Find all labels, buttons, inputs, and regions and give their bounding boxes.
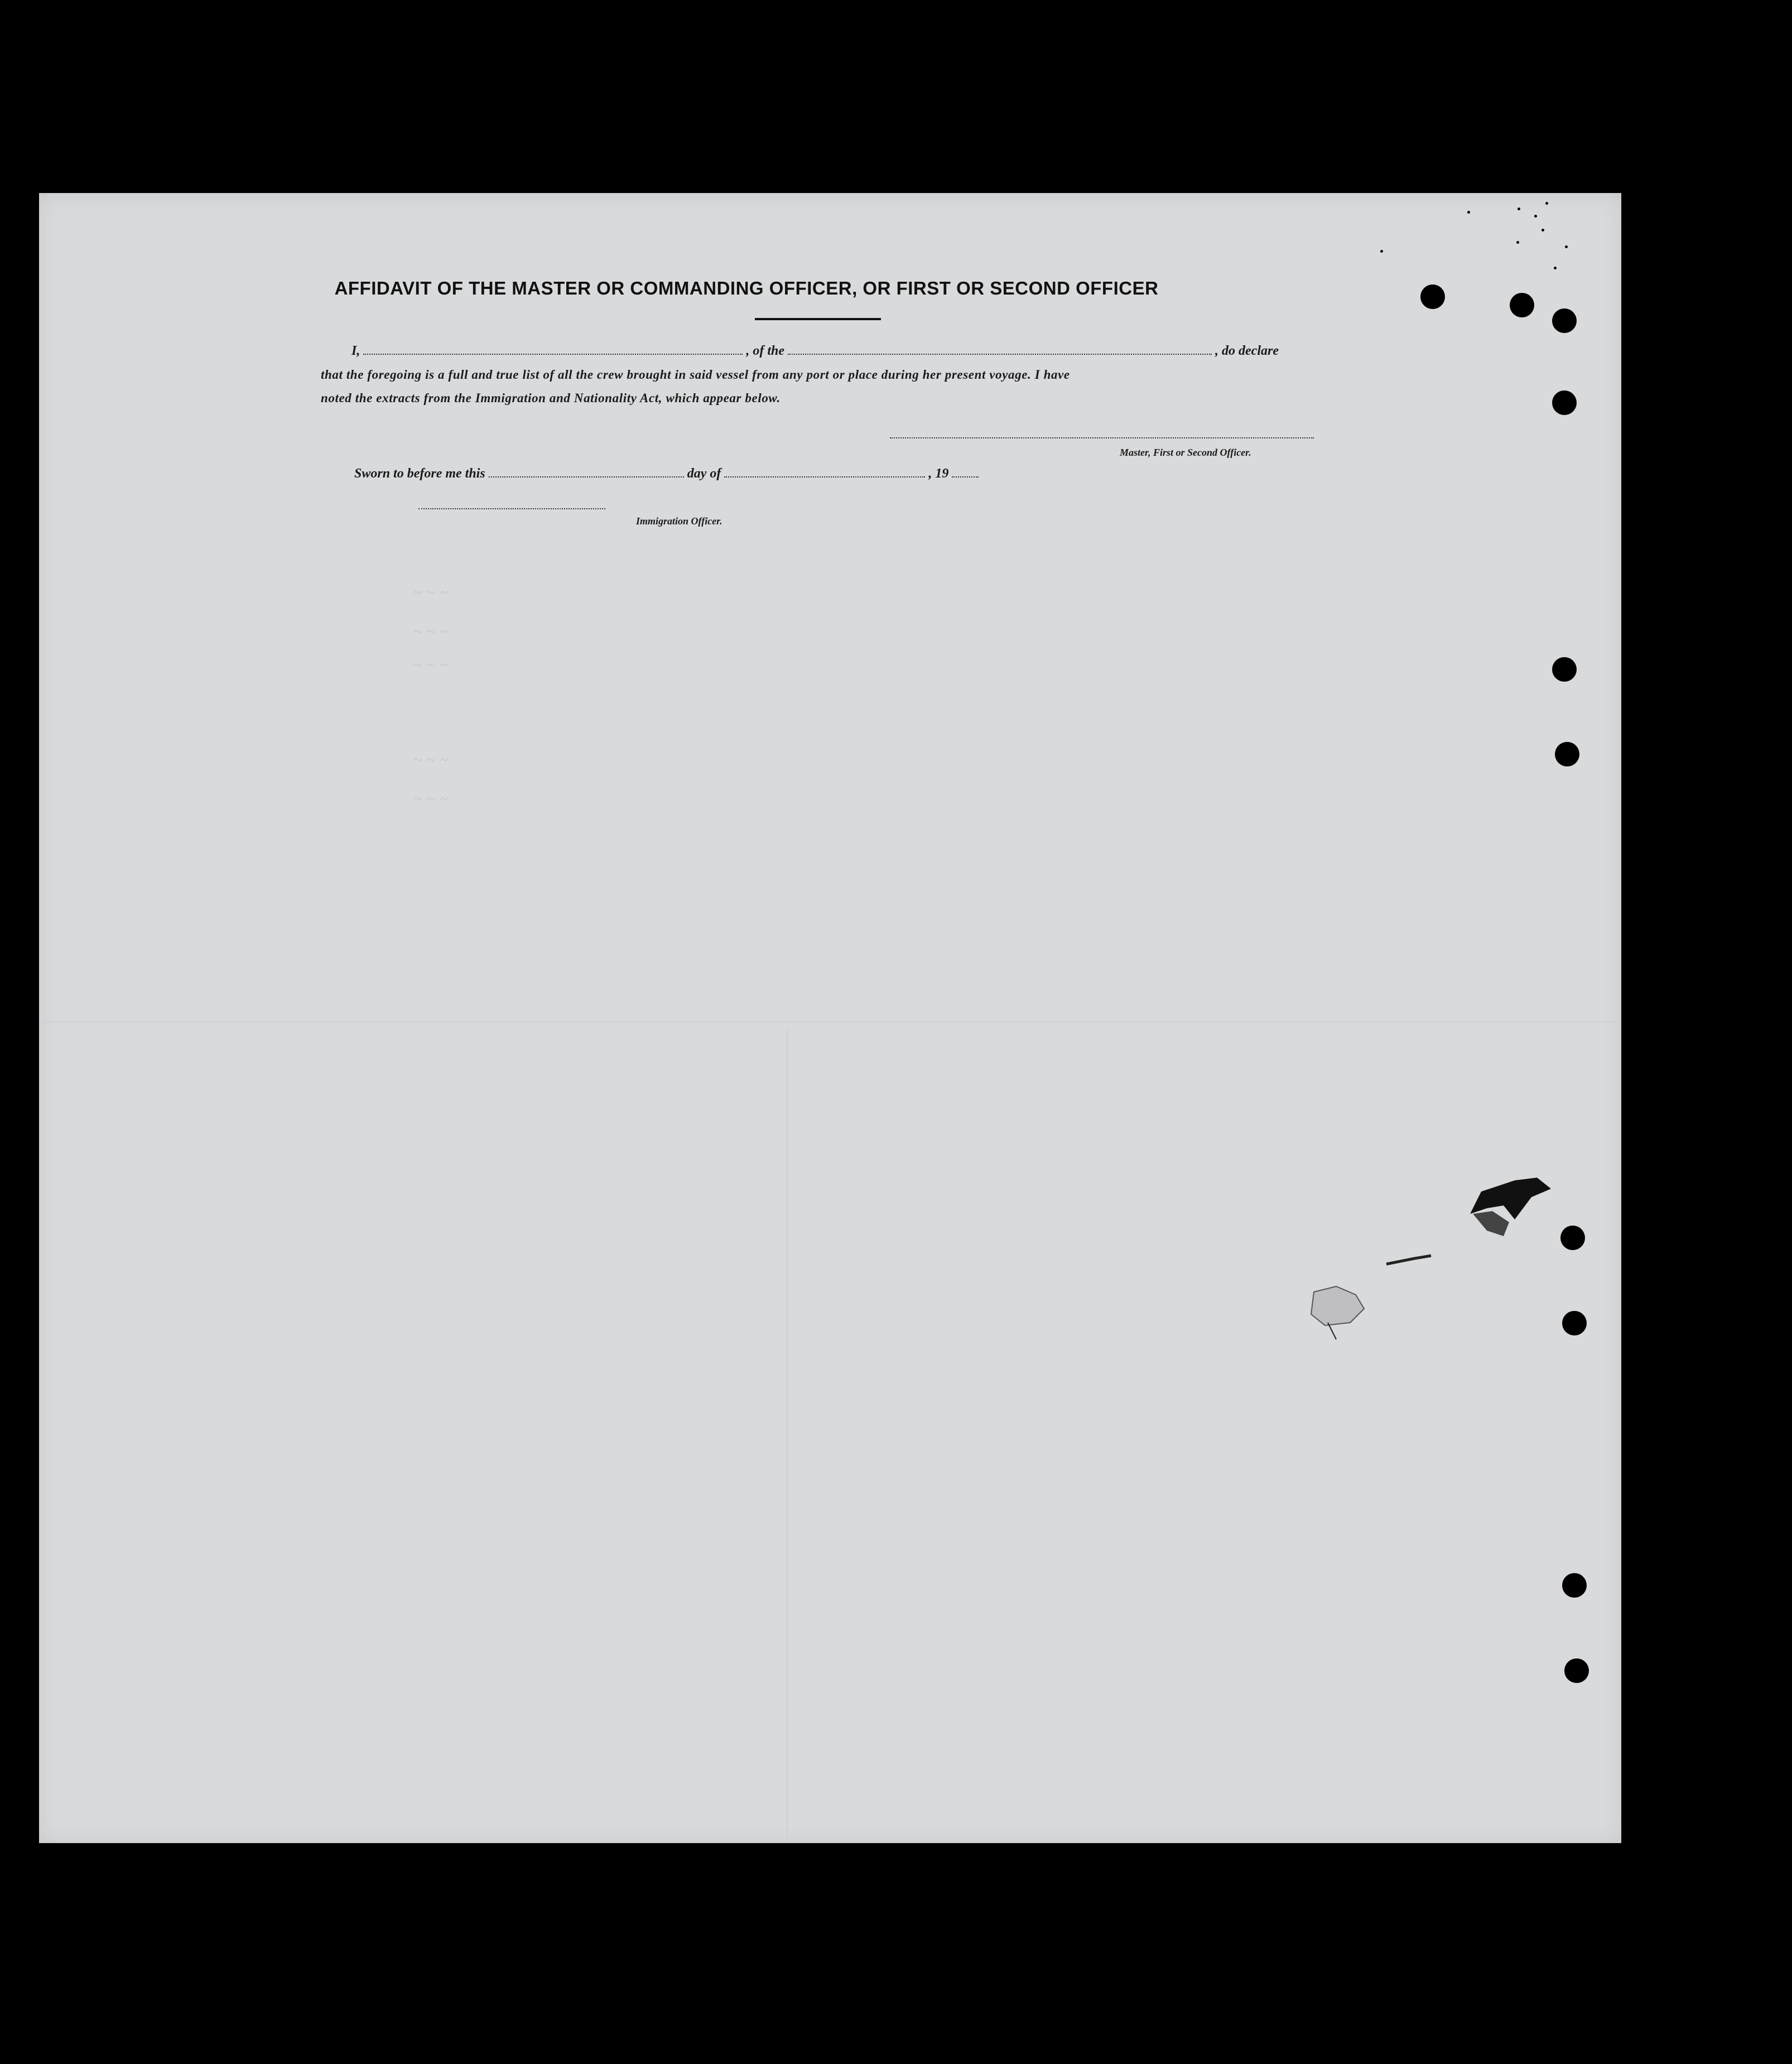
name-blank [363, 344, 743, 355]
master-signature-line [890, 437, 1314, 438]
punch-hole [1562, 1573, 1587, 1598]
line1-middle: , of the [746, 344, 785, 358]
speck [1516, 241, 1519, 244]
declaration-line-3: noted the extracts from the Immigration and Nationality Act, which appear below. [321, 391, 781, 405]
speck [1467, 211, 1470, 214]
punch-hole [1562, 1311, 1587, 1335]
speck [1545, 202, 1548, 205]
speck [1518, 208, 1520, 210]
master-signature-label: Master, First or Second Officer. [1120, 447, 1251, 458]
vertical-fold [787, 1030, 788, 1839]
bleed-through-mark: ~ ~ ~ [413, 790, 449, 808]
punch-hole [1552, 308, 1577, 333]
punch-hole [1420, 284, 1445, 309]
sworn-year-prefix: , 19 [928, 466, 949, 481]
officer-signature-label: Immigration Officer. [636, 515, 722, 527]
document-sheet [39, 193, 1621, 1843]
vessel-blank [788, 344, 1212, 355]
line1-end: , do declare [1215, 344, 1279, 358]
speck [1380, 250, 1383, 253]
day-blank [489, 466, 684, 478]
punch-hole [1552, 657, 1577, 682]
punch-hole [1564, 1658, 1589, 1683]
punch-hole [1552, 390, 1577, 415]
affidavit-title: AFFIDAVIT OF THE MASTER OR COMMANDING OFFICER, OR FIRST OR SECOND OFFICER [334, 278, 1159, 298]
horizontal-fold [39, 1021, 1621, 1023]
punch-hole [1555, 742, 1579, 766]
declaration-line-2: that the foregoing is a full and true list of all the crew brought in said vessel from any port or place during her present voyage. I have [321, 368, 1070, 382]
bleed-through-mark: ~ ~ ~ [413, 583, 449, 602]
title-underline [755, 318, 881, 320]
speck [1554, 267, 1557, 269]
torn-paper-mark [1303, 1175, 1571, 1359]
line1-start: I, [351, 344, 360, 358]
sworn-line [354, 466, 979, 481]
officer-signature-line [418, 508, 605, 509]
speck [1534, 215, 1537, 218]
speck [1565, 245, 1568, 248]
sworn-start: Sworn to before me this [354, 466, 485, 481]
month-blank [724, 466, 925, 478]
declaration-line-1 [351, 344, 1279, 359]
punch-hole [1510, 293, 1534, 317]
bleed-through-mark: ~ ~ ~ [413, 751, 449, 769]
bleed-through-mark: ~ ~ ~ [413, 656, 449, 674]
year-blank [952, 466, 979, 478]
sworn-day-of: day of [687, 466, 721, 481]
speck [1541, 229, 1544, 232]
punch-hole [1560, 1226, 1585, 1250]
bleed-through-mark: ~ ~ ~ [413, 623, 449, 641]
